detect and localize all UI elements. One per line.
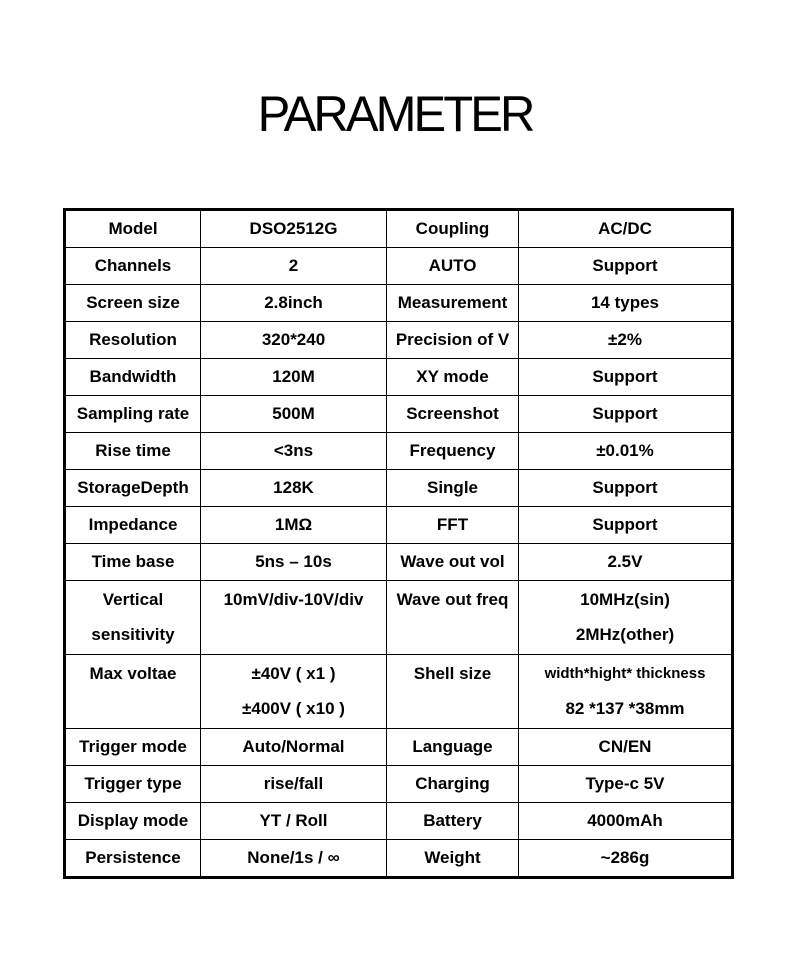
spec-value: Support (592, 515, 658, 534)
spec-value: 2MHz(other) (575, 625, 675, 644)
spec-value: ~286g (600, 848, 650, 867)
spec-label-cell (387, 729, 519, 766)
spec-value-cell (519, 840, 733, 878)
spec-label: Time base (91, 552, 175, 571)
spec-label-cell (387, 322, 519, 359)
spec-label: Precision of V (395, 330, 510, 349)
table-row (65, 544, 733, 581)
spec-label-cell (65, 840, 201, 878)
spec-value: rise/fall (263, 774, 324, 793)
spec-value-cell (201, 359, 387, 396)
spec-label-cell (387, 470, 519, 507)
spec-value: ±400V ( x10 ) (242, 699, 345, 718)
spec-value-cell (201, 544, 387, 581)
spec-value: 1MΩ (274, 515, 313, 534)
spec-label: Vertical (102, 590, 164, 609)
spec-label-cell (65, 581, 201, 655)
spec-label-cell (65, 285, 201, 322)
spec-label-cell (65, 322, 201, 359)
spec-label: Charging (415, 774, 490, 793)
table-row (65, 655, 733, 729)
spec-label-cell (387, 766, 519, 803)
table-row (65, 507, 733, 544)
spec-value: DSO2512G (249, 219, 338, 238)
table-row (65, 359, 733, 396)
spec-value-cell (519, 433, 733, 470)
spec-label: Wave out freq (396, 590, 509, 609)
spec-value-cell (201, 840, 387, 878)
spec-value-cell (201, 655, 387, 729)
table-row (65, 285, 733, 322)
spec-label: Channels (94, 256, 172, 275)
spec-label: Screenshot (406, 404, 499, 423)
spec-value-cell (201, 729, 387, 766)
spec-label: FFT (436, 515, 469, 534)
spec-label-cell (387, 248, 519, 285)
spec-label: Screen size (86, 293, 180, 312)
spec-value: ±0.01% (596, 441, 654, 460)
spec-label-cell (387, 285, 519, 322)
spec-value-cell (519, 396, 733, 433)
spec-value: 128K (273, 478, 314, 497)
table-row (65, 433, 733, 470)
spec-value-cell (201, 766, 387, 803)
table-row (65, 470, 733, 507)
table-row (65, 840, 733, 878)
spec-value: 2.8inch (264, 293, 323, 312)
spec-label: Weight (424, 848, 481, 867)
spec-label-cell (65, 470, 201, 507)
spec-value-cell (201, 210, 387, 248)
spec-label: Model (108, 219, 158, 238)
spec-label: Resolution (89, 330, 177, 349)
spec-value: 5ns – 10s (255, 552, 332, 571)
table-row (65, 396, 733, 433)
spec-value-cell (519, 248, 733, 285)
spec-label-cell (65, 248, 201, 285)
spec-value-cell (519, 581, 733, 655)
spec-value: 320*240 (261, 330, 326, 349)
spec-label-cell (65, 359, 201, 396)
spec-value: ±40V ( x1 ) (251, 664, 336, 683)
spec-label-cell (65, 766, 201, 803)
spec-value: Type-c 5V (585, 774, 665, 793)
spec-value-cell (201, 507, 387, 544)
table-row (65, 766, 733, 803)
spec-value-cell (519, 803, 733, 840)
spec-label-cell (65, 507, 201, 544)
spec-label-cell (65, 655, 201, 729)
spec-value-cell (201, 581, 387, 655)
spec-label: Trigger type (84, 774, 182, 793)
spec-value: 2 (288, 256, 299, 275)
table-row (65, 248, 733, 285)
spec-value: 500M (272, 404, 315, 423)
spec-label-cell (387, 544, 519, 581)
spec-label: Sampling rate (76, 404, 190, 423)
page-title: PARAMETER (257, 86, 533, 142)
spec-label: Language (412, 737, 493, 756)
spec-label: Trigger mode (79, 737, 187, 756)
spec-label-cell (65, 396, 201, 433)
spec-value: ±2% (608, 330, 642, 349)
spec-value: Support (592, 367, 658, 386)
spec-value-cell (519, 322, 733, 359)
spec-value: 10mV/div-10V/div (223, 590, 364, 609)
spec-value: width*hight* thickness (544, 665, 706, 682)
spec-value: Auto/Normal (242, 737, 345, 756)
spec-label: sensitivity (91, 625, 175, 644)
spec-value-cell (519, 729, 733, 766)
spec-value: YT / Roll (259, 811, 328, 830)
spec-label: Bandwidth (89, 367, 177, 386)
spec-label: Max voltae (89, 664, 177, 683)
spec-label: Impedance (88, 515, 178, 534)
spec-label-cell (387, 396, 519, 433)
spec-label: Rise time (95, 441, 171, 460)
spec-value-cell (519, 544, 733, 581)
spec-value-cell (201, 433, 387, 470)
spec-value: Support (592, 404, 658, 423)
spec-value: None/1s / ∞ (247, 848, 340, 867)
spec-value-cell (201, 322, 387, 359)
spec-value-cell (519, 470, 733, 507)
spec-label: Single (426, 478, 478, 497)
spec-value-cell (201, 248, 387, 285)
spec-label-cell (65, 433, 201, 470)
spec-value: CN/EN (598, 737, 652, 756)
spec-value: 2.5V (607, 552, 643, 571)
spec-value-cell (519, 285, 733, 322)
parameter-table-body (65, 210, 733, 878)
spec-value-cell (201, 285, 387, 322)
spec-label: Persistence (85, 848, 181, 867)
spec-value-cell (519, 655, 733, 729)
spec-label-cell (387, 803, 519, 840)
spec-value-cell (201, 396, 387, 433)
spec-label-cell (65, 544, 201, 581)
table-row (65, 581, 733, 655)
spec-label: Display mode (77, 811, 189, 830)
spec-value: Support (592, 478, 658, 497)
spec-value-cell (519, 359, 733, 396)
spec-label: Frequency (409, 441, 496, 460)
spec-label-cell (387, 433, 519, 470)
spec-label-cell (65, 210, 201, 248)
table-row (65, 803, 733, 840)
spec-value: 82 *137 *38mm (565, 699, 685, 718)
spec-label: Wave out vol (400, 552, 505, 571)
spec-value: Support (592, 256, 658, 275)
spec-value: <3ns (273, 441, 314, 460)
table-row (65, 322, 733, 359)
spec-label-cell (387, 840, 519, 878)
spec-label-cell (387, 507, 519, 544)
spec-value-cell (519, 766, 733, 803)
parameter-table (63, 208, 734, 879)
spec-label: Shell size (413, 664, 492, 683)
spec-label: Battery (423, 811, 482, 830)
spec-value: 4000mAh (587, 811, 663, 830)
spec-label: XY mode (416, 367, 489, 386)
spec-value: 14 types (590, 293, 660, 312)
spec-value-cell (519, 210, 733, 248)
spec-label-cell (387, 581, 519, 655)
table-row (65, 729, 733, 766)
spec-value-cell (201, 470, 387, 507)
spec-value: AC/DC (598, 219, 652, 238)
spec-label-cell (387, 655, 519, 729)
spec-value: 120M (272, 367, 315, 386)
spec-value: 10MHz(sin) (580, 590, 670, 609)
spec-label-cell (387, 210, 519, 248)
spec-label: Measurement (397, 293, 508, 312)
spec-label-cell (65, 729, 201, 766)
spec-label: StorageDepth (77, 478, 189, 497)
spec-label: Coupling (415, 219, 490, 238)
spec-value-cell (201, 803, 387, 840)
spec-value-cell (519, 507, 733, 544)
table-row (65, 210, 733, 248)
spec-label-cell (65, 803, 201, 840)
spec-label-cell (387, 359, 519, 396)
spec-label: AUTO (428, 256, 477, 275)
